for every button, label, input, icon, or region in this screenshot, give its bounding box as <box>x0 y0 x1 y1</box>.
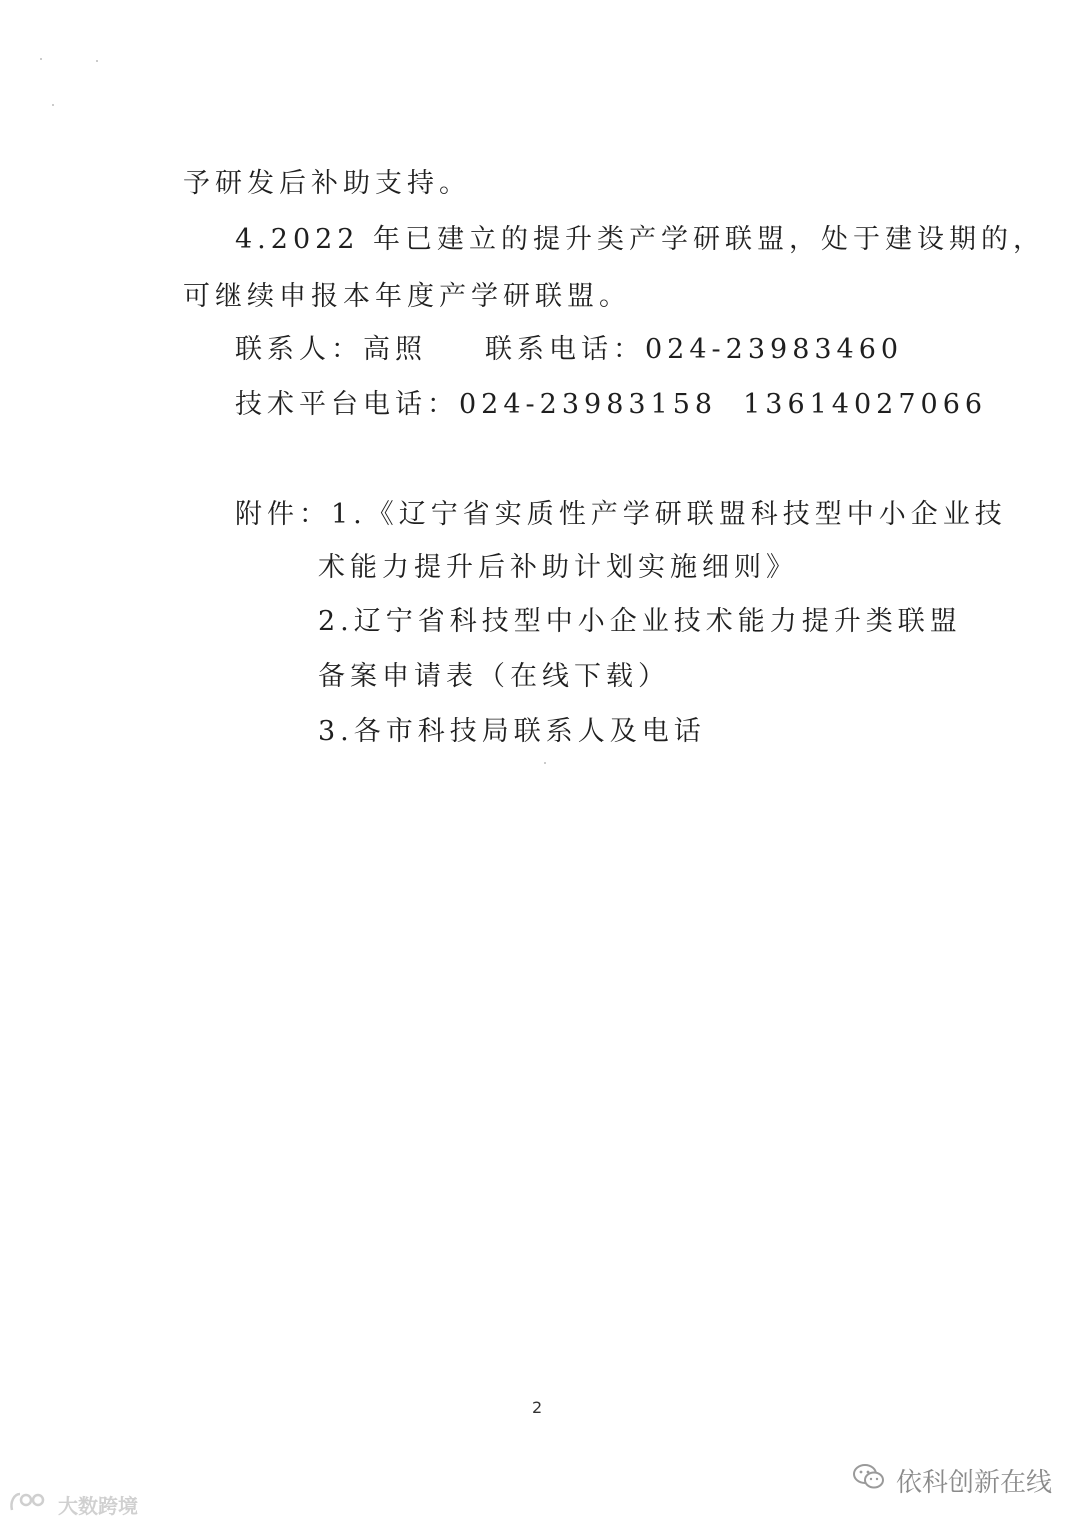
platform-mobile: 13614027066 <box>743 389 988 420</box>
scan-speck <box>96 60 98 62</box>
page-number: 2 <box>532 1398 543 1417</box>
watermark-right <box>852 1462 1052 1499</box>
platform-phone-line <box>235 387 987 423</box>
brand-logo-icon <box>8 1490 52 1519</box>
scan-speck <box>40 58 42 60</box>
contact-person: 联系人：高照 <box>235 334 427 365</box>
watermark-right-text: 依科创新在线 <box>895 1468 1052 1498</box>
attachment-2-line-1: 2.辽宁省科技型中小企业技术能力提升类联盟 <box>318 606 962 637</box>
attachment-1-line-1: 附件：1.《辽宁省实质性产学研联盟科技型中小企业技 <box>235 499 1007 530</box>
scan-speck <box>52 104 54 106</box>
attachment-3: 3.各市科技局联系人及电话 <box>318 716 706 747</box>
wechat-icon <box>852 1462 886 1499</box>
watermark-left <box>8 1490 138 1519</box>
watermark-left-text: 大数跨境 <box>58 1494 138 1518</box>
item-4-line-1: 4.2022 年已建立的提升类产学研联盟，处于建设期的， <box>235 224 1046 255</box>
contact-line <box>235 332 903 368</box>
attachment-1-line-2: 术能力提升后补助计划实施细则》 <box>318 552 798 583</box>
platform-phone: 技术平台电话：024-23983158 <box>235 389 718 420</box>
contact-phone: 联系电话：024-23983460 <box>485 334 904 365</box>
item-4-line-2: 可继续申报本年度产学研联盟。 <box>183 281 631 312</box>
attachment-2-line-2: 备案申请表（在线下载） <box>318 661 670 692</box>
body-line-1: 予研发后补助支持。 <box>183 168 471 199</box>
scan-speck <box>544 762 546 764</box>
